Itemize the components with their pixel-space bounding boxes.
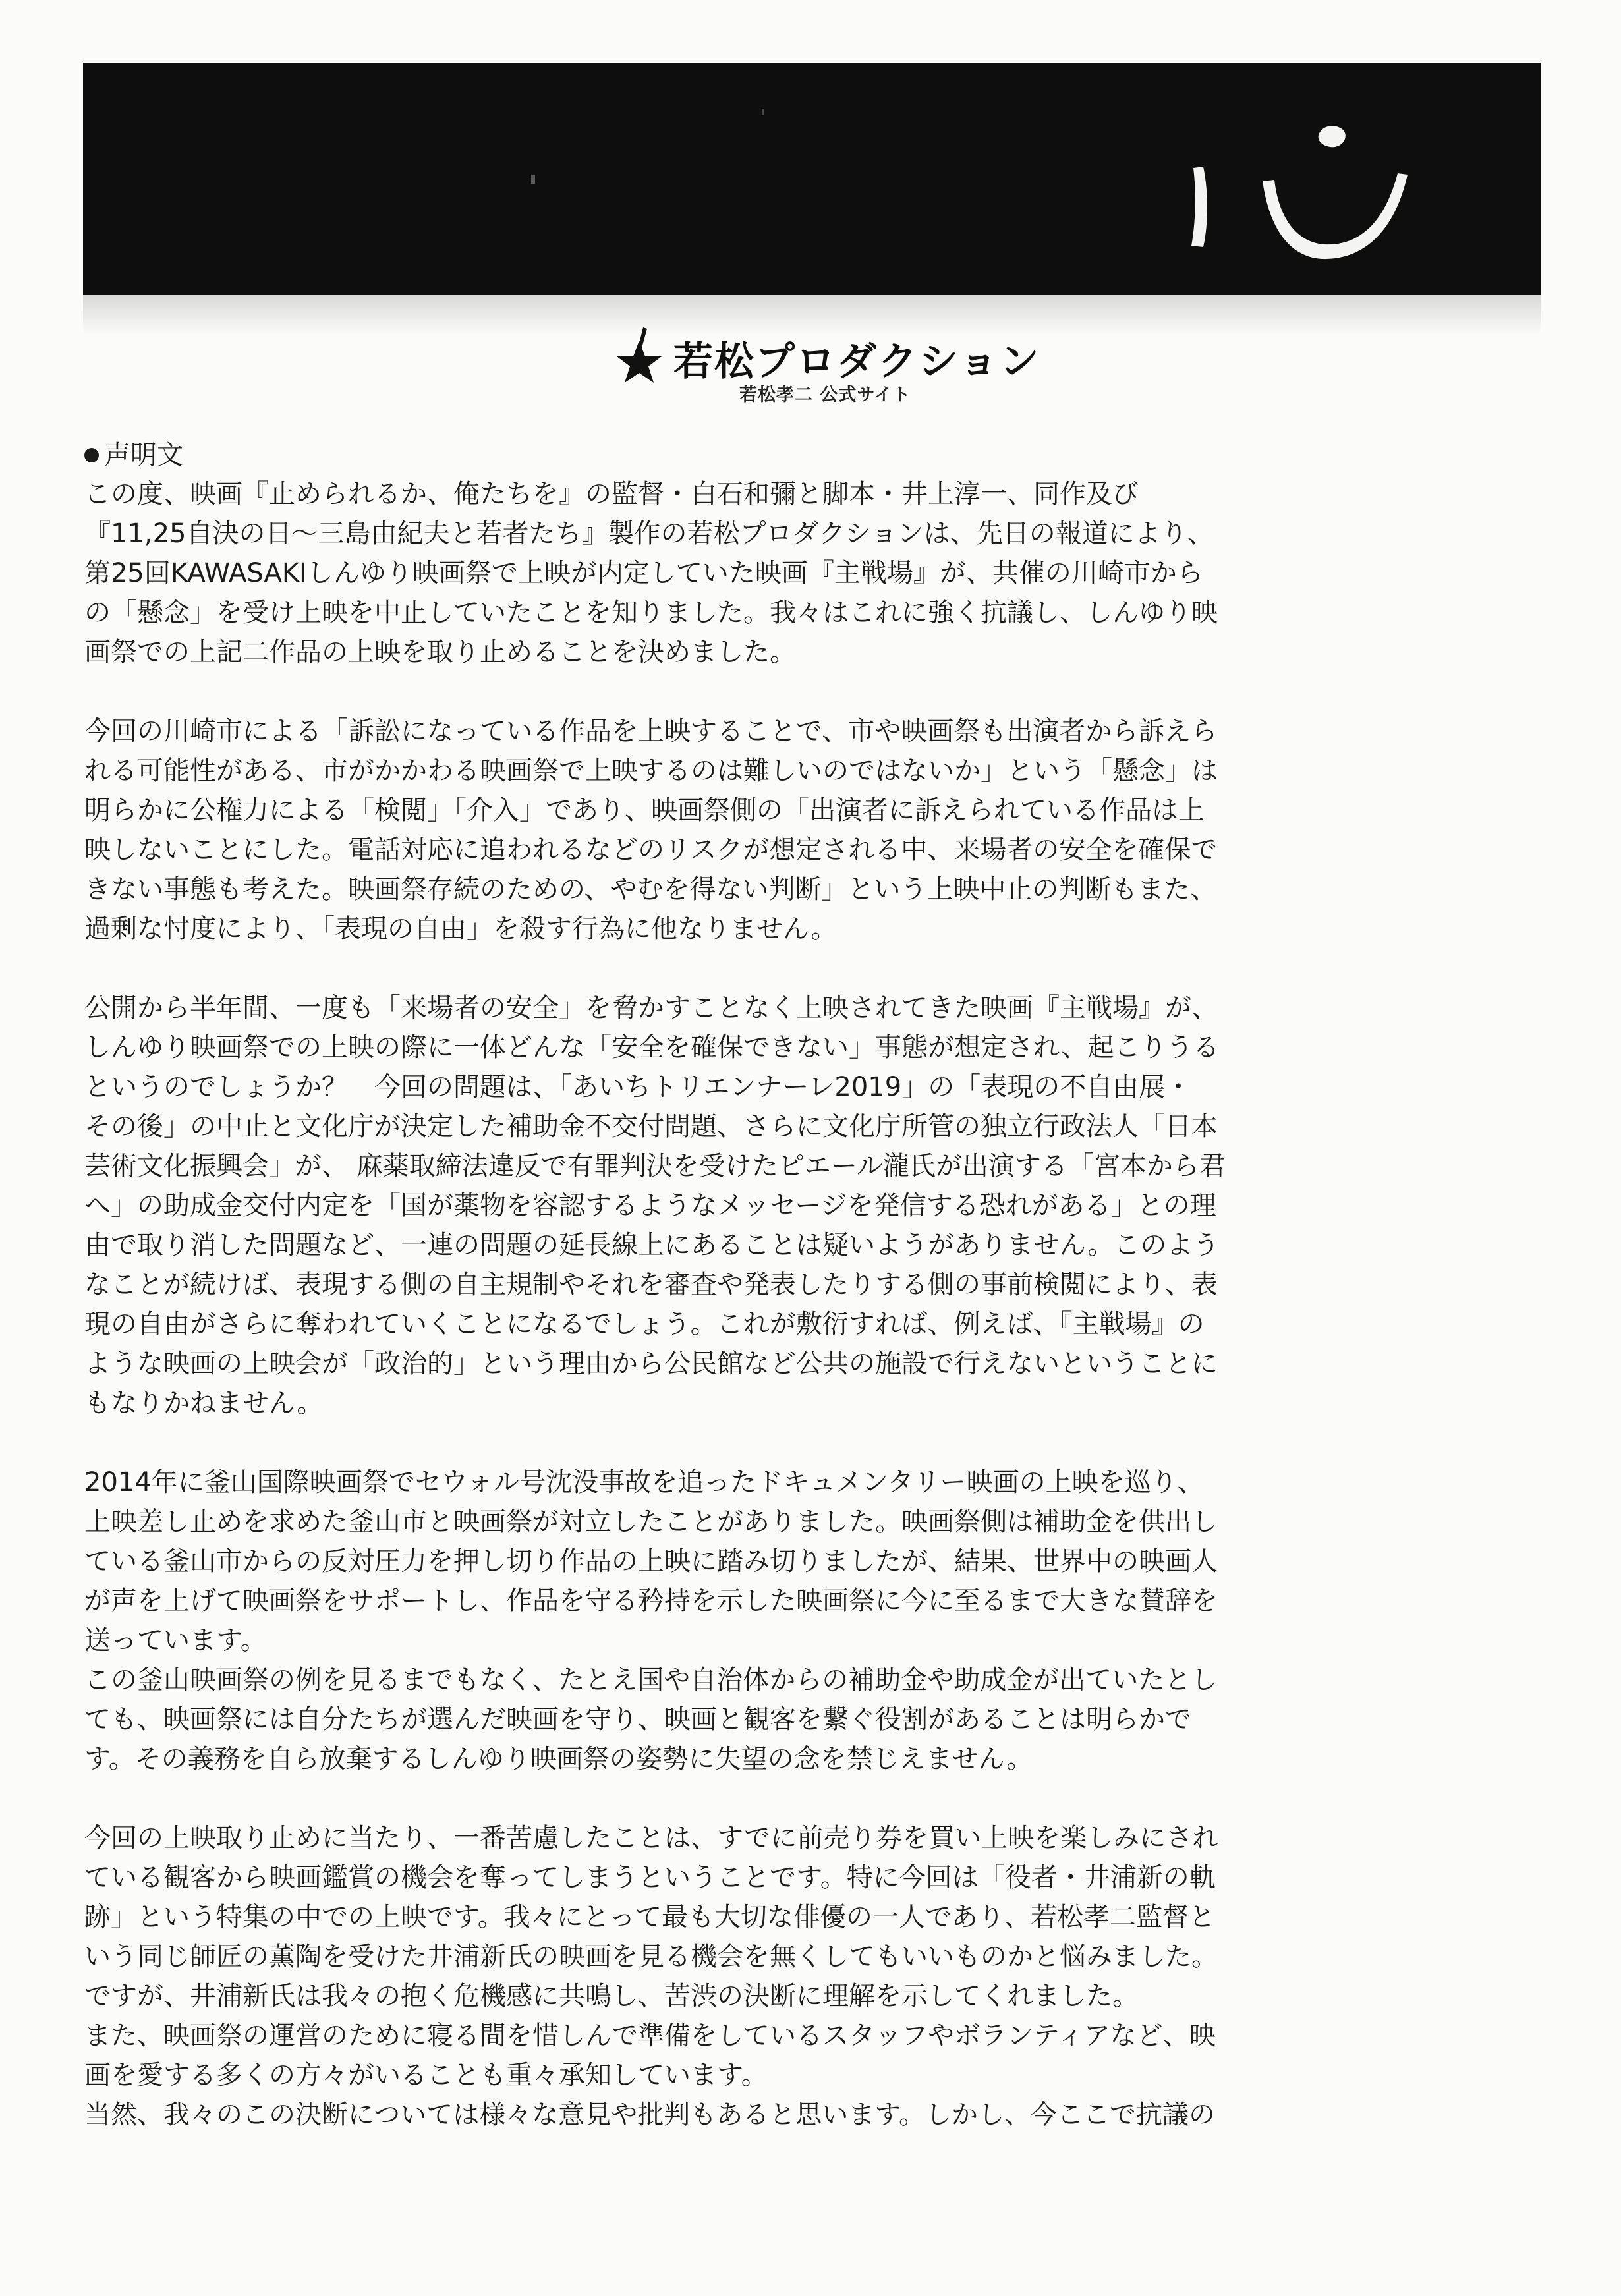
paragraph-line: 当然、我々のこの決断については様々な意見や批判もあると思います。しかし、今ここで抗議の <box>84 2100 1215 2130</box>
paragraph <box>84 988 1402 1423</box>
paragraph-line: 送っています。 <box>84 1625 267 1656</box>
paragraph-line: ても、映画祭には自分たちが選んだ映画を守り、映画と観客を繋ぐ役割があることは明らかで <box>84 1704 1191 1735</box>
paragraph-line: ですが、井浦新氏は我々の抱く危機感に共鳴し、苦渋の決断に理解を示してくれました。 <box>84 1981 1139 2011</box>
paragraph-line: 跡」という特集の中での上映です。我々にとって最も大切な俳優の一人であり、若松孝二監督と <box>84 1902 1215 1932</box>
paragraph-line: 上映差し止めを求めた釜山市と映画祭が対立したことがありました。映画祭側は補助金を供出し <box>84 1507 1218 1537</box>
paragraph-gap <box>84 672 1402 712</box>
paragraph-line: 芸術文化振興会」が、 麻薬取締法違反で有罪判決を受けたピエール瀧氏が出演する「宮本から君 <box>84 1151 1226 1181</box>
paragraph-line: もなりかねません。 <box>84 1388 324 1418</box>
paragraph-line: ている観客から映画鑑賞の機会を奪ってしまうということです。特に今回は「役者・井浦新の軌 <box>84 1862 1216 1893</box>
paragraph-line: 現の自由がさらに奪われていくことになるでしょう。これが敷衍すれば、例えば、『主戦場』の <box>84 1309 1205 1339</box>
paragraph <box>84 712 1402 949</box>
paragraph-line: が声を上げて映画祭をサポートし、作品を守る矜持を示した映画祭に今に至るまで大きな賛辞を <box>84 1586 1218 1616</box>
paragraph-line: 由で取り消した問題など、一連の問題の延長線上にあることは疑いようがありません。このよう <box>84 1230 1220 1260</box>
paragraph-line: きない事態も考えた。映画祭存続のための、やむを得ない判断」という上映中止の判断もまた、 <box>84 874 1217 905</box>
paragraph-line: 2014年に釜山国際映画祭でセウォル号沈没事故を追ったドキュメンタリー映画の上映を巡り、 <box>84 1467 1204 1498</box>
paragraph-line: 公開から半年間、一度も「来場者の安全」を脅かすことなく上映されてきた映画『主戦場』が、 <box>84 993 1218 1023</box>
paragraph <box>84 1818 1402 2135</box>
star-icon <box>613 326 672 389</box>
header-banner <box>83 63 1541 295</box>
logo-subtitle: 若松孝二 公式サイト <box>739 385 911 405</box>
paragraph-line: 過剰な忖度により、「表現の自由」を殺す行為に他なりません。 <box>84 914 838 944</box>
paragraph-gap <box>84 1779 1402 1818</box>
paragraph-gap <box>84 1423 1402 1463</box>
paragraph-line: ている釜山市からの反対圧力を押し切り作品の上映に踏み切りましたが、結果、世界中の映画人 <box>84 1546 1218 1577</box>
heading-text: 声明文 <box>104 440 183 470</box>
paragraph-line: 今回の川崎市による「訴訟になっている作品を上映することで、市や映画祭も出演者から訴えら <box>84 716 1218 746</box>
paragraph-line: 画を愛する多くの方々がいることも重々承知しています。 <box>84 2060 768 2090</box>
paragraph-line: 今回の上映取り止めに当たり、一番苦慮したことは、すでに前売り券を買い上映を楽しみにされ <box>84 1823 1219 1853</box>
paragraph-line: 『11,25自決の日～三島由紀夫と若者たち』製作の若松プロダクションは、先日の報道により、 <box>84 518 1214 549</box>
paragraph <box>84 474 1402 672</box>
paragraph-line: なことが続けば、表現する側の自主規制やそれを審査や発表したりする側の事前検閲により、表 <box>84 1270 1218 1300</box>
site-logo <box>613 326 1040 412</box>
paragraph-line: れる可能性がある、市がかかわる映画祭で上映するのは難しいのではないか」という「懸念」は <box>84 756 1218 786</box>
bullet-icon <box>84 448 99 462</box>
statement-heading <box>84 436 183 474</box>
paragraph-line: 映しないことにした。電話対応に追われるなどのリスクが想定される中、来場者の安全を確保で <box>84 835 1218 865</box>
paragraph-line: いう同じ師匠の薫陶を受けた井浦新氏の映画を見る機会を無くしてもいいものかと悩みました。 <box>84 1942 1218 1972</box>
paragraph-line: というのでしょうか？ 今回の問題は、「あいちトリエンナーレ2019」の「表現の不自由展・ <box>84 1072 1192 1102</box>
paragraph-line: しんゆり映画祭での上映の際に一体どんな「安全を確保できない」事態が想定され、起こりうる <box>84 1032 1220 1063</box>
paragraph-line: また、映画祭の運営のために寝る間を惜しんで準備をしているスタッフやボランティアなど、映 <box>84 2021 1216 2051</box>
paragraph-line: へ」の助成金交付内定を「国が薬物を容認するようなメッセージを発信する恐れがある」との理 <box>84 1190 1216 1221</box>
paragraph-line: この釜山映画祭の例を見るまでもなく、たとえ国や自治体からの補助金や助成金が出ていたとし <box>84 1665 1218 1695</box>
brush-stroke-logo-icon <box>83 63 1541 295</box>
paragraph-line: 画祭での上記二作品の上映を取り止めることを決めました。 <box>84 637 796 667</box>
paragraph-gap <box>84 949 1402 988</box>
paragraph-line: 明らかに公権力による「検閲」「介入」であり、映画祭側の「出演者に訴えられている作品は上 <box>84 795 1205 826</box>
paragraph <box>84 1463 1402 1779</box>
paragraph-line: この度、映画『止められるか、俺たちを』の監督・白石和彌と脚本・井上淳一、同作及び <box>84 479 1139 509</box>
paragraph-line: その後」の中止と文化庁が決定した補助金不交付問題、さらに文化庁所管の独立行政法人「日本 <box>84 1111 1218 1142</box>
paragraph-line: 第25回KAWASAKIしんゆり映画祭で上映が内定していた映画『主戦場』が、共催の川崎市から <box>84 558 1203 588</box>
statement-body <box>84 474 1402 2135</box>
logo-title: 若松プロダクション <box>673 339 1040 385</box>
paragraph-line: す。その義務を自ら放棄するしんゆり映画祭の姿勢に失望の念を禁じえません。 <box>84 1744 1033 1774</box>
paragraph-line: ような映画の上映会が「政治的」という理由から公民館など公共の施設で行えないということに <box>84 1349 1218 1379</box>
paragraph-line: の「懸念」を受け上映を中止していたことを知りました。我々はこれに強く抗議し、しんゆり映 <box>84 598 1218 628</box>
